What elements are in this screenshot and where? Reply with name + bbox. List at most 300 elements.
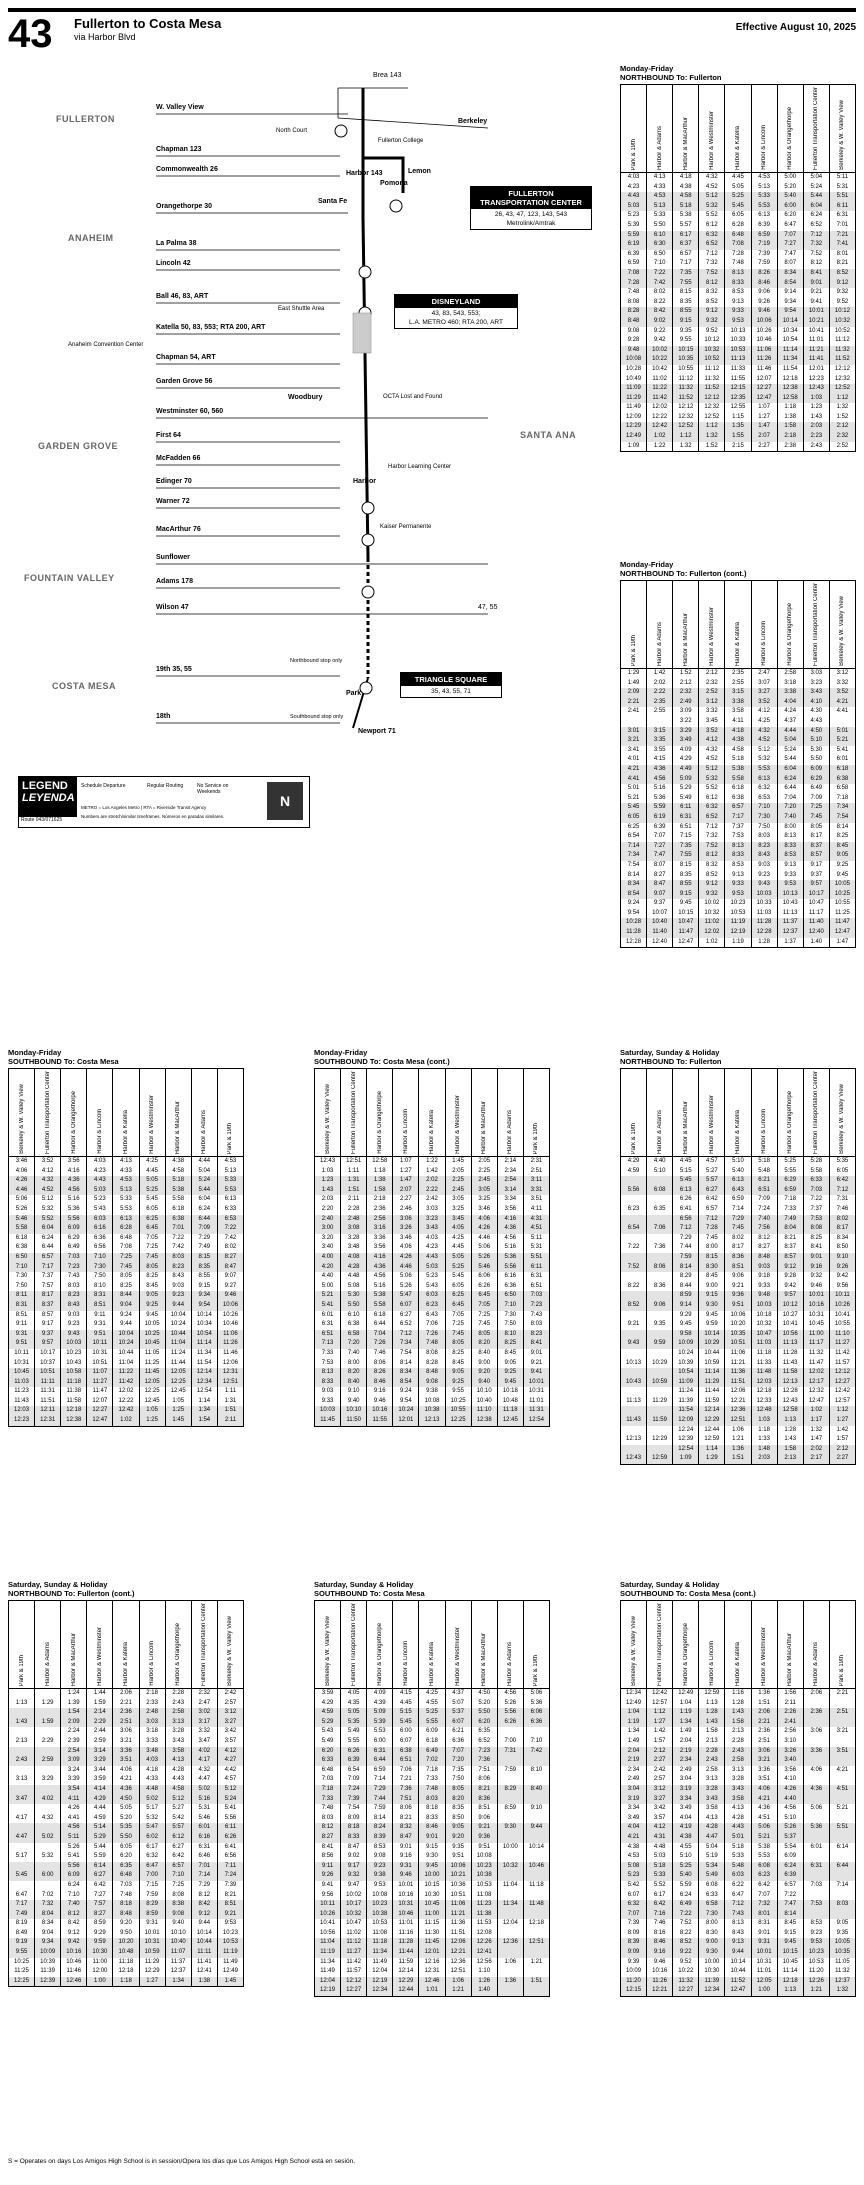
time-cell: 4:26 bbox=[471, 1224, 497, 1234]
time-cell: 10:06 bbox=[217, 1301, 243, 1311]
time-cell: 9:12 bbox=[191, 1910, 217, 1920]
time-cell: 11:45 bbox=[315, 1416, 341, 1426]
timepoint-header bbox=[673, 85, 699, 173]
time-cell: 10:55 bbox=[673, 365, 699, 375]
time-cell: 10:26 bbox=[751, 327, 777, 337]
time-cell: 8:42 bbox=[191, 1900, 217, 1910]
time-cell: 11:27 bbox=[341, 1948, 367, 1958]
time-cell: 10:16 bbox=[803, 1301, 829, 1311]
time-cell: 6:48 bbox=[113, 1234, 139, 1244]
time-cell: 1:21 bbox=[803, 1986, 829, 1996]
time-cell: 9:16 bbox=[367, 1387, 393, 1397]
time-cell: 3:46 bbox=[471, 1205, 497, 1215]
time-cell: 12:38 bbox=[61, 1416, 87, 1426]
time-cell: 10:23 bbox=[725, 899, 751, 909]
time-cell: 11:01 bbox=[803, 336, 829, 346]
time-cell: 10:04 bbox=[113, 1330, 139, 1340]
time-cell: 6:56 bbox=[217, 1852, 243, 1862]
time-cell: 5:29 bbox=[315, 1718, 341, 1728]
time-cell: 8:39 bbox=[621, 1938, 647, 1948]
time-cell: 11:39 bbox=[699, 1977, 725, 1987]
time-cell: 10:10 bbox=[165, 1929, 191, 1939]
time-cell: 7:39 bbox=[751, 250, 777, 260]
time-cell: 10:17 bbox=[35, 1349, 61, 1359]
time-cell: 12:40 bbox=[803, 928, 829, 938]
time-cell: 8:57 bbox=[803, 851, 829, 861]
timepoint-header bbox=[803, 1069, 829, 1157]
time-cell: 1:51 bbox=[751, 1699, 777, 1709]
time-cell: 7:42 bbox=[217, 1234, 243, 1244]
time-cell: 2:57 bbox=[217, 1699, 243, 1709]
time-cell: 11:04 bbox=[497, 1881, 523, 1891]
time-cell: 5:29 bbox=[87, 1833, 113, 1843]
time-cell: 12:18 bbox=[61, 1406, 87, 1416]
time-cell: 3:34 bbox=[621, 1804, 647, 1814]
time-cell: 5:18 bbox=[751, 1157, 777, 1167]
time-cell: 2:07 bbox=[393, 1186, 419, 1196]
time-cell: 1:49 bbox=[621, 1737, 647, 1747]
time-cell: 9:06 bbox=[471, 1814, 497, 1824]
table-row bbox=[315, 1349, 550, 1359]
time-cell: 7:03 bbox=[523, 1291, 549, 1301]
table-row bbox=[315, 1253, 550, 1263]
time-cell bbox=[9, 1766, 35, 1776]
time-cell: 5:10 bbox=[673, 1852, 699, 1862]
time-cell: 9:53 bbox=[725, 317, 751, 327]
table-row bbox=[621, 1387, 856, 1397]
timepoint-header-label: Park & 19th bbox=[839, 1654, 846, 1687]
time-cell: 12:34 bbox=[367, 1986, 393, 1996]
time-cell: 11:02 bbox=[699, 918, 725, 928]
time-cell: 7:01 bbox=[165, 1224, 191, 1234]
timepoint-header-label: Harbor & Orangethorpe bbox=[787, 107, 794, 171]
time-cell: 9:01 bbox=[393, 1843, 419, 1853]
time-cell: 8:57 bbox=[777, 1253, 803, 1263]
time-cell: 9:37 bbox=[35, 1330, 61, 1340]
time-cell: 7:36 bbox=[471, 1756, 497, 1766]
schedule-days: Saturday, Sunday & Holiday bbox=[620, 1580, 720, 1589]
table-row bbox=[621, 1900, 856, 1910]
time-cell: 5:30 bbox=[803, 746, 829, 756]
time-cell: 1:54 bbox=[191, 1416, 217, 1426]
time-cell: 1:38 bbox=[367, 1176, 393, 1186]
time-cell: 11:22 bbox=[113, 1368, 139, 1378]
time-cell: 11:47 bbox=[87, 1387, 113, 1397]
time-cell: 7:45 bbox=[803, 813, 829, 823]
time-cell: 9:05 bbox=[829, 851, 855, 861]
time-cell: 6:32 bbox=[139, 1852, 165, 1862]
time-cell: 10:59 bbox=[699, 1359, 725, 1369]
time-cell: 4:46 bbox=[471, 1234, 497, 1244]
table-row bbox=[315, 1387, 550, 1397]
time-cell: 11:03 bbox=[751, 909, 777, 919]
time-cell: 4:19 bbox=[673, 1823, 699, 1833]
time-cell: 11:25 bbox=[829, 909, 855, 919]
time-cell: 2:27 bbox=[393, 1195, 419, 1205]
time-cell: 1:43 bbox=[777, 1435, 803, 1445]
time-cell: 12:58 bbox=[777, 1406, 803, 1416]
table-row bbox=[621, 775, 856, 785]
time-cell: 5:21 bbox=[751, 1833, 777, 1843]
table-row bbox=[9, 1330, 244, 1340]
time-cell: 8:25 bbox=[497, 1339, 523, 1349]
time-cell: 8:33 bbox=[419, 1814, 445, 1824]
time-cell: 3:32 bbox=[699, 707, 725, 717]
time-cell: 3:15 bbox=[647, 727, 673, 737]
time-cell: 11:52 bbox=[673, 394, 699, 404]
timepoint-header bbox=[673, 581, 699, 669]
timepoint-header bbox=[87, 1069, 113, 1157]
label-kaiser: Kaiser Permanente bbox=[380, 524, 432, 530]
time-cell: 6:19 bbox=[621, 240, 647, 250]
time-cell: 6:48 bbox=[315, 1766, 341, 1776]
time-cell: 4:29 bbox=[673, 755, 699, 765]
time-cell: 2:51 bbox=[113, 1718, 139, 1728]
time-cell: 5:36 bbox=[803, 1823, 829, 1833]
street-edinger: Edinger 70 bbox=[156, 478, 192, 485]
table-row bbox=[621, 1426, 856, 1436]
time-cell: 3:42 bbox=[647, 1804, 673, 1814]
time-cell bbox=[647, 1272, 673, 1282]
time-cell: 5:37 bbox=[777, 1833, 803, 1843]
time-cell: 4:21 bbox=[621, 765, 647, 775]
time-cell: 9:05 bbox=[445, 1823, 471, 1833]
time-cell: 3:03 bbox=[139, 1718, 165, 1728]
time-cell: 11:14 bbox=[777, 1967, 803, 1977]
time-cell: 1:06 bbox=[445, 1977, 471, 1987]
schedule-table bbox=[620, 1600, 856, 1997]
time-cell: 1:24 bbox=[61, 1689, 87, 1699]
time-cell: 10:40 bbox=[165, 1938, 191, 1948]
time-cell: 2:56 bbox=[367, 1215, 393, 1225]
time-cell: 12:51 bbox=[725, 1416, 751, 1426]
time-cell: 9:29 bbox=[673, 1311, 699, 1321]
time-cell: 10:31 bbox=[9, 1359, 35, 1369]
time-cell: 3:43 bbox=[699, 1795, 725, 1805]
schedule-weekend-southbound-cont bbox=[620, 1580, 856, 1997]
time-cell: 8:00 bbox=[699, 1243, 725, 1253]
street-19th: 19th 35, 55 bbox=[156, 666, 192, 673]
time-cell: 8:34 bbox=[621, 880, 647, 890]
time-cell: 1:11 bbox=[341, 1167, 367, 1177]
time-cell: 11:43 bbox=[9, 1397, 35, 1407]
time-cell: 3:36 bbox=[367, 1234, 393, 1244]
time-cell: 1:38 bbox=[777, 413, 803, 423]
time-cell: 9:46 bbox=[393, 1871, 419, 1881]
table-row bbox=[9, 1862, 244, 1872]
street-18th: 18th bbox=[156, 713, 171, 720]
time-cell: 7:01 bbox=[191, 1862, 217, 1872]
time-cell: 11:07 bbox=[87, 1368, 113, 1378]
time-cell: 6:57 bbox=[777, 1881, 803, 1891]
time-cell: 8:33 bbox=[315, 1378, 341, 1388]
time-cell: 6:35 bbox=[647, 1205, 673, 1215]
time-cell: 9:52 bbox=[829, 298, 855, 308]
schedule-days: Monday-Friday bbox=[8, 1048, 62, 1057]
table-row bbox=[621, 1176, 856, 1186]
schedule-days: Monday-Friday bbox=[620, 560, 674, 569]
time-cell: 6:51 bbox=[393, 1756, 419, 1766]
time-cell: 10:51 bbox=[725, 1339, 751, 1349]
time-cell: 8:45 bbox=[139, 1282, 165, 1292]
time-cell: 12:47 bbox=[87, 1416, 113, 1426]
time-cell: 9:05 bbox=[829, 1919, 855, 1929]
time-cell: 1:12 bbox=[673, 432, 699, 442]
schedule-weekend-northbound-cont bbox=[8, 1580, 244, 1987]
cross-streets bbox=[156, 88, 488, 723]
time-cell: 9:33 bbox=[725, 307, 751, 317]
time-cell: 9:17 bbox=[35, 1320, 61, 1330]
time-cell: 1:42 bbox=[647, 1727, 673, 1737]
legend-item-departure: Schedule Departure bbox=[81, 783, 126, 789]
time-cell: 4:56 bbox=[61, 1186, 87, 1196]
time-cell: 11:34 bbox=[497, 1900, 523, 1910]
time-cell: 4:04 bbox=[777, 698, 803, 708]
time-cell: 10:47 bbox=[341, 1919, 367, 1929]
time-cell: 1:03 bbox=[315, 1167, 341, 1177]
table-row bbox=[315, 1330, 550, 1340]
time-cell: 2:32 bbox=[191, 1689, 217, 1699]
time-cell bbox=[647, 1387, 673, 1397]
time-cell: 11:59 bbox=[647, 1416, 673, 1426]
table-row bbox=[315, 1919, 550, 1929]
time-cell: 6:35 bbox=[471, 1727, 497, 1737]
time-cell: 4:17 bbox=[9, 1814, 35, 1824]
time-cell: 3:06 bbox=[113, 1727, 139, 1737]
time-cell: 6:02 bbox=[139, 1833, 165, 1843]
time-cell bbox=[497, 1756, 523, 1766]
table-row bbox=[621, 1311, 856, 1321]
time-cell: 9:25 bbox=[497, 1368, 523, 1378]
time-cell: 11:52 bbox=[725, 1977, 751, 1987]
time-cell: 8:45 bbox=[497, 1349, 523, 1359]
time-cell: 6:57 bbox=[699, 1205, 725, 1215]
time-cell: 3:52 bbox=[35, 1157, 61, 1167]
time-cell: 4:48 bbox=[341, 1272, 367, 1282]
time-cell: 3:01 bbox=[621, 727, 647, 737]
time-cell: 9:40 bbox=[471, 1378, 497, 1388]
time-cell: 4:52 bbox=[699, 755, 725, 765]
time-cell: 2:43 bbox=[725, 1747, 751, 1757]
time-cell: 8:54 bbox=[777, 279, 803, 289]
time-cell: 8:09 bbox=[341, 1814, 367, 1824]
time-cell: 8:01 bbox=[751, 1910, 777, 1920]
time-cell: 11:31 bbox=[523, 1406, 549, 1416]
time-cell bbox=[647, 1176, 673, 1186]
legend-title-es: LEYENDA bbox=[22, 792, 75, 804]
time-cell: 8:52 bbox=[829, 269, 855, 279]
time-cell: 9:16 bbox=[393, 1852, 419, 1862]
time-cell: 8:21 bbox=[471, 1785, 497, 1795]
timepoint-header-label: Harbor & Katella bbox=[734, 1642, 741, 1687]
time-cell: 9:28 bbox=[777, 1272, 803, 1282]
time-cell: 3:27 bbox=[751, 688, 777, 698]
time-cell: 5:12 bbox=[217, 1785, 243, 1795]
time-cell: 4:36 bbox=[803, 1785, 829, 1795]
time-cell: 9:12 bbox=[777, 1263, 803, 1273]
table-row bbox=[621, 938, 856, 948]
time-cell: 4:43 bbox=[87, 1176, 113, 1186]
time-cell: 5:51 bbox=[523, 1253, 549, 1263]
time-cell: 6:23 bbox=[751, 1871, 777, 1881]
time-cell: 3:47 bbox=[9, 1795, 35, 1805]
time-cell: 12:14 bbox=[699, 1406, 725, 1416]
table-row bbox=[621, 1852, 856, 1862]
time-cell: 10:36 bbox=[445, 1881, 471, 1891]
time-cell: 11:32 bbox=[673, 384, 699, 394]
timepoint-header bbox=[9, 1601, 35, 1689]
time-cell: 9:19 bbox=[9, 1938, 35, 1948]
time-cell: 12:18 bbox=[777, 375, 803, 385]
time-cell: 10:14 bbox=[191, 1929, 217, 1939]
timepoint-header bbox=[139, 1601, 165, 1689]
table-row bbox=[315, 1871, 550, 1881]
time-cell: 11:00 bbox=[803, 1330, 829, 1340]
time-cell: 11:06 bbox=[725, 1349, 751, 1359]
time-cell: 1:27 bbox=[393, 1167, 419, 1177]
time-cell: 3:23 bbox=[419, 1215, 445, 1225]
time-cell: 6:30 bbox=[647, 240, 673, 250]
time-cell: 12:34 bbox=[191, 1378, 217, 1388]
time-cell: 11:58 bbox=[61, 1397, 87, 1407]
time-cell: 1:56 bbox=[777, 1689, 803, 1699]
time-cell: 4:51 bbox=[829, 1785, 855, 1795]
table-row bbox=[9, 1272, 244, 1282]
time-cell: 7:09 bbox=[341, 1775, 367, 1785]
time-cell: 10:41 bbox=[315, 1919, 341, 1929]
time-cell: 8:25 bbox=[139, 1272, 165, 1282]
time-cell: 10:45 bbox=[419, 1900, 445, 1910]
time-cell: 7:25 bbox=[165, 1881, 191, 1891]
time-cell: 8:53 bbox=[777, 851, 803, 861]
time-cell: 9:32 bbox=[341, 1871, 367, 1881]
time-cell bbox=[621, 1253, 647, 1263]
time-cell: 3:29 bbox=[87, 1756, 113, 1766]
time-cell: 8:37 bbox=[803, 842, 829, 852]
time-cell: 10:32 bbox=[829, 317, 855, 327]
time-cell: 12:01 bbox=[419, 1948, 445, 1958]
time-cell: 5:56 bbox=[497, 1263, 523, 1273]
time-cell: 10:03 bbox=[751, 1301, 777, 1311]
time-cell: 6:01 bbox=[829, 755, 855, 765]
time-cell: 11:20 bbox=[803, 1967, 829, 1977]
time-cell: 5:12 bbox=[699, 192, 725, 202]
table-row bbox=[621, 413, 856, 423]
time-cell: 7:03 bbox=[113, 1881, 139, 1891]
label-east-shuttle: East Shuttle Area bbox=[278, 306, 325, 312]
time-cell: 6:26 bbox=[673, 1195, 699, 1205]
time-cell: 8:09 bbox=[621, 1929, 647, 1939]
time-cell: 10:29 bbox=[699, 1339, 725, 1349]
time-cell: 7:30 bbox=[751, 813, 777, 823]
time-cell: 4:32 bbox=[191, 1766, 217, 1776]
street-la-palma: La Palma 38 bbox=[156, 240, 197, 247]
time-cell: 10:45 bbox=[803, 1320, 829, 1330]
time-cell: 5:58 bbox=[165, 1195, 191, 1205]
time-cell: 3:20 bbox=[315, 1234, 341, 1244]
time-cell: 10:44 bbox=[165, 1330, 191, 1340]
time-cell: 5:06 bbox=[393, 1272, 419, 1282]
time-cell: 6:20 bbox=[113, 1852, 139, 1862]
time-cell: 10:31 bbox=[523, 1387, 549, 1397]
time-cell: 11:59 bbox=[393, 1958, 419, 1968]
time-cell: 10:00 bbox=[497, 1843, 523, 1853]
time-cell: 4:53 bbox=[217, 1157, 243, 1167]
time-cell: 7:30 bbox=[699, 1910, 725, 1920]
table-row bbox=[315, 1814, 550, 1824]
timepoint-header bbox=[497, 1069, 523, 1157]
time-cell: 1:17 bbox=[803, 1416, 829, 1426]
time-cell: 5:24 bbox=[803, 183, 829, 193]
time-cell: 11:01 bbox=[523, 1397, 549, 1407]
time-cell: 8:31 bbox=[9, 1301, 35, 1311]
time-cell: 2:52 bbox=[699, 688, 725, 698]
time-cell: 6:09 bbox=[803, 765, 829, 775]
time-cell: 7:41 bbox=[829, 240, 855, 250]
time-cell: 7:42 bbox=[647, 279, 673, 289]
table-row bbox=[315, 1900, 550, 1910]
legend-item-no-weekend: No Service on Weekends bbox=[197, 783, 229, 795]
time-cell: 12:57 bbox=[829, 1397, 855, 1407]
time-cell: 8:14 bbox=[673, 1263, 699, 1273]
time-cell: 7:25 bbox=[113, 1253, 139, 1263]
time-cell: 4:21 bbox=[113, 1775, 139, 1785]
time-cell: 6:35 bbox=[113, 1862, 139, 1872]
time-cell: 12:49 bbox=[673, 1689, 699, 1699]
time-cell: 4:33 bbox=[647, 183, 673, 193]
time-cell: 12:31 bbox=[419, 1967, 445, 1977]
time-cell bbox=[35, 1747, 61, 1757]
time-cell: 8:43 bbox=[165, 1272, 191, 1282]
time-cell: 5:26 bbox=[471, 1253, 497, 1263]
time-cell: 10:14 bbox=[699, 1330, 725, 1340]
time-cell: 12:46 bbox=[419, 1977, 445, 1987]
time-cell: 9:20 bbox=[471, 1368, 497, 1378]
time-cell: 6:14 bbox=[829, 1843, 855, 1853]
time-cell: 1:38 bbox=[191, 1977, 217, 1987]
time-cell: 10:47 bbox=[751, 1330, 777, 1340]
time-cell: 7:32 bbox=[803, 240, 829, 250]
table-row bbox=[621, 1454, 856, 1464]
schedule-table bbox=[8, 1600, 244, 1987]
time-cell: 5:51 bbox=[829, 192, 855, 202]
time-cell: 10:09 bbox=[35, 1948, 61, 1958]
table-row bbox=[621, 842, 856, 852]
time-cell: 3:21 bbox=[621, 736, 647, 746]
time-cell: 2:02 bbox=[419, 1176, 445, 1186]
table-row bbox=[621, 1215, 856, 1225]
time-cell: 6:13 bbox=[751, 211, 777, 221]
table-row bbox=[621, 231, 856, 241]
time-cell bbox=[9, 1747, 35, 1757]
time-cell: 8:54 bbox=[393, 1378, 419, 1388]
timepoint-header-label: Berkeley & W. Valley View bbox=[324, 1084, 331, 1155]
time-cell: 3:06 bbox=[803, 1727, 829, 1737]
time-cell: 11:37 bbox=[165, 1958, 191, 1968]
time-cell: 10:45 bbox=[139, 1339, 165, 1349]
time-cell: 10:33 bbox=[725, 336, 751, 346]
time-cell: 11:06 bbox=[445, 1900, 471, 1910]
timepoint-header bbox=[673, 1069, 699, 1157]
time-cell: 6:18 bbox=[725, 784, 751, 794]
time-cell: 9:01 bbox=[419, 1833, 445, 1843]
table-row bbox=[9, 1406, 244, 1416]
time-cell: 9:35 bbox=[445, 1843, 471, 1853]
time-cell bbox=[35, 1766, 61, 1776]
time-cell: 8:25 bbox=[829, 832, 855, 842]
time-cell: 10:18 bbox=[751, 1311, 777, 1321]
time-cell: 9:13 bbox=[777, 861, 803, 871]
